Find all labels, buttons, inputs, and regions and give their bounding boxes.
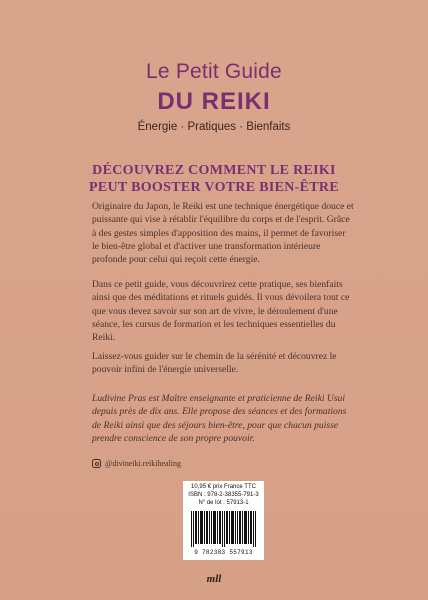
paragraph-guide: Dans ce petit guide, vous découvrirez cette pratique, ses bienfaits ainsi que des méditations et rituels guidés. Il vous dévoilera tout ce que vous devez savoir sur son art de vivre, le déroulement d'une séance, les cursus de formation et les techniques essentielles du Reiki.: [92, 279, 350, 344]
barcode-bars: [191, 511, 258, 547]
barcode-number: 9 782383 557913: [194, 549, 253, 556]
lot-label: N° de lot : 57913-1: [198, 500, 249, 506]
isbn-label: ISBN : 978-2-38355-791-3: [188, 492, 259, 498]
price-label: 10,95 € prix France TTC: [191, 484, 256, 490]
headline: [60, 162, 368, 196]
title-line-1: Le Petit Guide: [146, 60, 282, 83]
paragraph-intro: Originaire du Japon, le Reiki est une technique énergétique douce et puissante qui vise à rétablir l'équilibre du corps et de l'esprit. Grâce à des gestes simples d'apposition des mains, il permet de favoriser le bien-être global et d'activer une transformation intérieure profonde pour celui qui reçoit cette énergie.: [92, 201, 354, 266]
publisher-logo: mll: [206, 573, 222, 585]
paragraph-invitation: Laissez-vous guider sur le chemin de la sérénité et découvrez le pouvoir infini de l'énergie universelle.: [92, 351, 337, 376]
author-bio: Ludivine Pras est Maître enseignante et praticienne de Reiki Usui depuis près de dix ans. Elle propose des séances et des formations de Reiki ainsi que des séjours bien-être, pour que chacun puisse prendre conscience de son propre pouvoir.: [92, 393, 347, 444]
headline-line-1: DÉCOUVREZ COMMENT LE REIKI: [92, 163, 336, 178]
instagram-icon: [92, 459, 101, 468]
instagram-handle: @divineiki.reikihealing: [105, 459, 182, 468]
subtitle: Énergie · Pratiques · Bienfaits: [137, 121, 291, 133]
barcode-box: [183, 481, 264, 560]
title-line-2: DU REIKI: [157, 88, 271, 115]
headline-line-2: PEUT BOOSTER VOTRE BIEN-ÊTRE: [89, 180, 339, 195]
instagram-link[interactable]: [92, 459, 181, 468]
